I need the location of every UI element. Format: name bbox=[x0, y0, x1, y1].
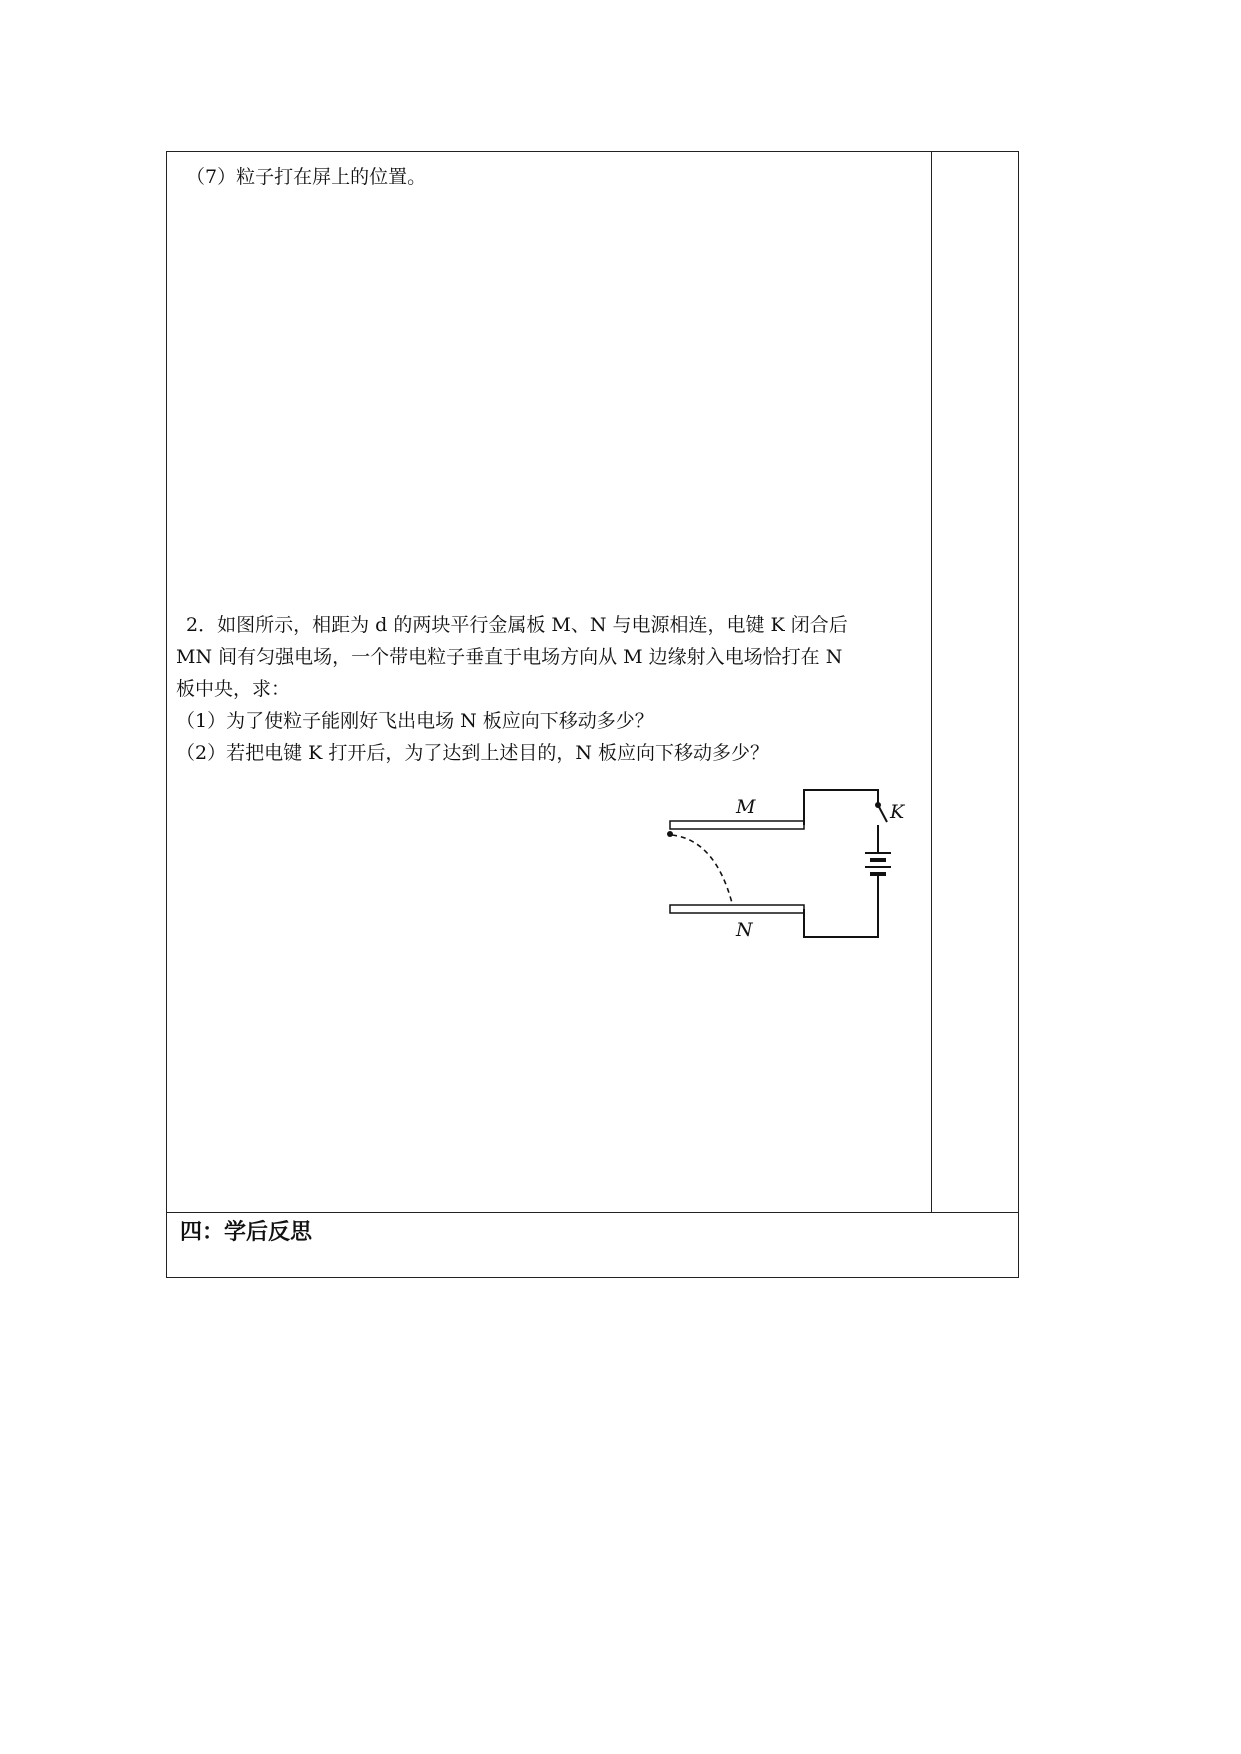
problem-2 bbox=[176, 609, 848, 769]
wire-bottom bbox=[804, 874, 878, 937]
problem-2-sub-question-2: （2）若把电键 K 打开后，为了达到上述目的，N 板应向下移动多少？ bbox=[176, 742, 770, 764]
charged-particle bbox=[667, 831, 673, 837]
label-m: M bbox=[736, 796, 756, 818]
table-column-divider bbox=[931, 151, 932, 1212]
problem-2-sub-question-1: （1）为了使粒子能刚好飞出电场 N 板应向下移动多少？ bbox=[176, 710, 654, 732]
plate-n bbox=[670, 905, 804, 913]
table-row-divider bbox=[166, 1212, 1019, 1213]
capacitor-circuit-diagram bbox=[660, 785, 920, 945]
problem-2-line-2: MN 间有匀强电场，一个带电粒子垂直于电场方向从 M 边缘射入电场恰打在 N bbox=[176, 646, 843, 668]
problem-2-line-1: 2．如图所示，相距为 d 的两块平行金属板 M、N 与电源相连，电键 K 闭合后 bbox=[186, 614, 848, 636]
switch-k bbox=[878, 805, 887, 822]
label-k: K bbox=[890, 801, 905, 823]
label-n: N bbox=[736, 919, 753, 941]
problem-2-line-3: 板中央，求： bbox=[176, 678, 291, 700]
plate-m bbox=[670, 821, 804, 829]
wire-top bbox=[804, 790, 878, 825]
particle-trajectory bbox=[672, 835, 732, 903]
question-7-text: （7）粒子打在屏上的位置。 bbox=[186, 166, 427, 188]
section-title: 四：学后反思 bbox=[180, 1220, 313, 1245]
